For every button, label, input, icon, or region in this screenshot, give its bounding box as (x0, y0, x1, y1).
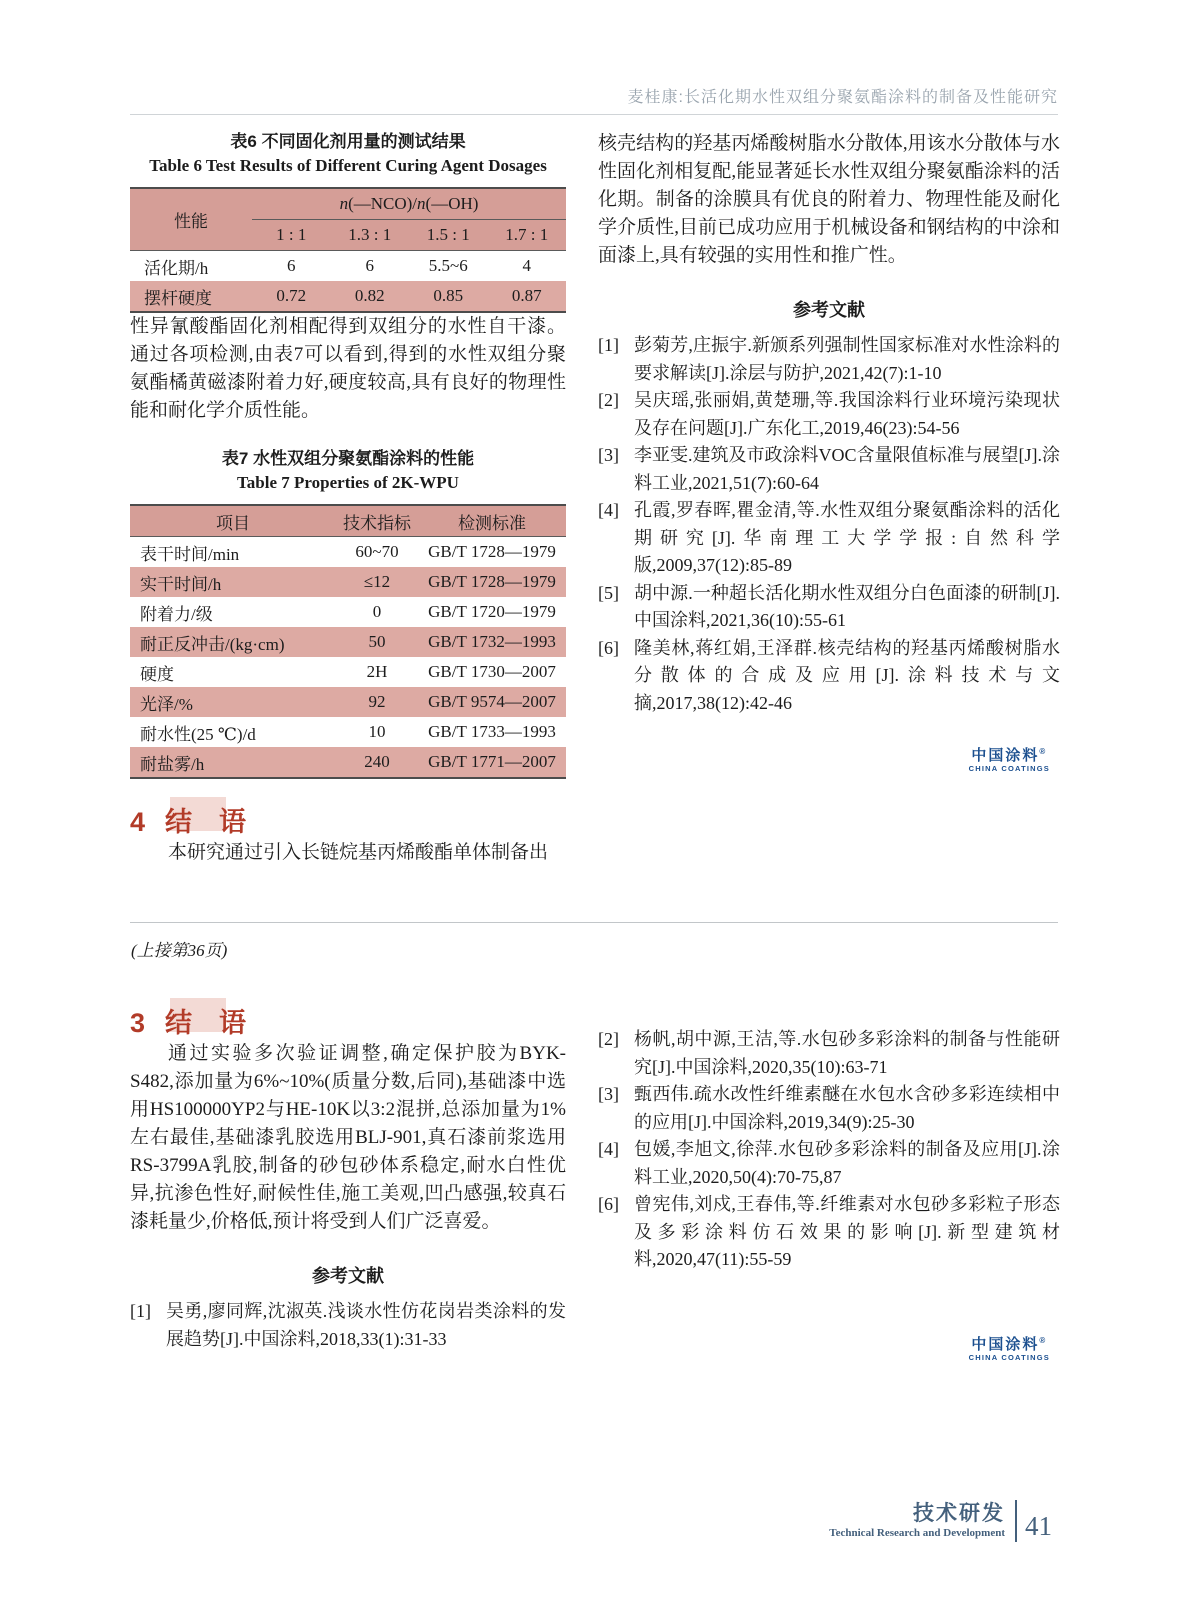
table-row (130, 537, 566, 567)
table6 (130, 187, 566, 313)
table-row (130, 747, 566, 777)
reference-text: 包媛,李旭文,徐萍.水包砂多彩涂料的制备及应用[J].涂料工业,2020,50(4):70-75,87 (634, 1139, 1060, 1187)
column-header: 技术指标 (343, 513, 411, 533)
table6-caption (130, 130, 566, 178)
italic-n: n (417, 194, 426, 213)
reference-text: 甄西伟.疏水改性纤维素醚在水包水含砂多彩连续相中的应用[J].中国涂料,2019,34(9):25-30 (634, 1084, 1060, 1132)
article-2 (130, 1006, 1060, 1363)
references-title: 参考文献 (312, 1266, 384, 1286)
table-row (130, 567, 566, 597)
table6-caption-cn: 表6 不同固化剂用量的测试结果 (230, 132, 466, 151)
table-cell: 60~70 (355, 542, 399, 561)
table-cell: 92 (368, 692, 386, 711)
column-header: 项目 (216, 513, 250, 533)
reference-number: [6] (598, 637, 619, 658)
column-header: 检测标准 (458, 513, 526, 533)
table-cell: 240 (364, 752, 390, 771)
table-row (130, 717, 566, 747)
table-cell: GB/T 1720—1979 (428, 602, 556, 621)
table-cell: 50 (368, 632, 386, 651)
reference-number: [4] (598, 1139, 619, 1159)
table-cell: 2H (366, 662, 388, 681)
china-coatings-logo (969, 743, 1050, 774)
table-row (130, 627, 566, 657)
table-cell: GB/T 9574—2007 (428, 692, 556, 711)
paragraph: 性异氰酸酯固化剂相配得到双组分的水性自干漆。通过各项检测,由表7可以看到,得到的水性双组分聚氨酯橘黄磁漆附着力好,硬度较高,具有良好的物理性能和耐化学介质性能。 (130, 316, 566, 421)
italic-n: n (339, 194, 349, 213)
table6-header-right (252, 189, 566, 250)
table-cell: GB/T 1728—1979 (428, 572, 556, 591)
table-cell: 6 (287, 256, 296, 275)
table-row (130, 657, 566, 687)
table6-span-header (252, 189, 566, 220)
reference-number: [2] (598, 390, 619, 410)
table-cell: 1 : 1 (276, 225, 307, 244)
reference-text: 李亚雯.建筑及市政涂料VOC含量限值标准与展望[J].涂料工业,2021,51(7):60-64 (634, 445, 1060, 493)
section-heading-4 (130, 805, 566, 839)
registered-mark: ® (1039, 747, 1048, 756)
reference-number: [1] (130, 1301, 151, 1321)
reference-text: 曾宪伟,刘戍,王春伟,等.纤维素对水包砂多彩粒子形态及多彩涂料仿石效果的影响[J].新型建筑材料,2020,47(11):55-59 (634, 1194, 1060, 1269)
table-cell: GB/T 1732—1993 (428, 632, 556, 651)
footer-divider-bar (1015, 1500, 1017, 1542)
table-cell: 0.87 (511, 286, 542, 305)
table-cell: 1.3 : 1 (348, 225, 392, 244)
section-title: 结 语 (165, 1008, 247, 1038)
china-coatings-logo (969, 1332, 1050, 1363)
span-header-part: (—OH) (425, 194, 479, 213)
footer-section-label (829, 1502, 1005, 1540)
table-cell: ≤12 (363, 572, 391, 591)
registered-mark: ® (1039, 1335, 1048, 1345)
table-cell: 耐盐雾/h (140, 754, 205, 774)
reference-text: 孔霞,罗春晖,瞿金清,等.水性双组分聚氨酯涂料的活化期研究[J].华南理工大学学报:自然科学版,2009,37(12):85-89 (634, 500, 1060, 575)
logo-text-en: CHINA COATINGS (968, 1352, 1050, 1362)
reference-item (130, 1298, 566, 1353)
reference-item (598, 1081, 1060, 1136)
reference-item (598, 1136, 1060, 1191)
reference-item (598, 442, 1060, 497)
table-row (130, 281, 566, 311)
references-title: 参考文献 (793, 300, 865, 320)
table-cell: 实干时间/h (140, 574, 222, 594)
article2-right-column (598, 1006, 1060, 1363)
table-cell: 光泽/% (140, 694, 193, 714)
reference-text: 吴勇,廖同辉,沈淑英.浅谈水性仿花岗岩类涂料的发展趋势[J].中国涂料,2018,33(1):31-33 (166, 1301, 566, 1349)
reference-text: 胡中源.一种超长活化期水性双组分白色面漆的研制[J].中国涂料,2021,36(10):55-61 (634, 582, 1060, 630)
section-heading-3 (130, 1006, 566, 1040)
paragraph: 核壳结构的羟基丙烯酸树脂水分散体,用该水分散体与水性固化剂相复配,能显著延长水性双组分聚氨酯涂料的活化期。制备的涂膜具有优良的附着力、物理性能及耐化学介质性,目前已成功应用于机械设备和钢结构的中涂和面漆上,具有较强的实用性和推广性。 (598, 133, 1060, 266)
logo-container (598, 1332, 1060, 1363)
table7-caption (130, 447, 566, 495)
table6-caption-en: Table 6 Test Results of Different Curing Agent Dosages (149, 156, 547, 175)
logo-text-cn: 中国涂料® (971, 1335, 1048, 1353)
reference-item (598, 497, 1060, 580)
table-cell: 活化期/h (144, 258, 209, 278)
table6-ratio-row (252, 220, 566, 250)
paragraph: 本研究通过引入长链烷基丙烯酸酯单体制备出 (168, 842, 549, 863)
article1-right-column (598, 130, 1060, 867)
reference-number: [2] (598, 1029, 619, 1049)
page-footer (829, 1500, 1052, 1542)
table-cell: 6 (365, 256, 374, 275)
reference-text: 隆美林,蒋红娟,王泽群.核壳结构的羟基丙烯酸树脂水分散体的合成及应用[J].涂料技术与文摘,2017,38(12):42-46 (634, 637, 1060, 713)
table7-caption-cn: 表7 水性双组分聚氨酯涂料的性能 (221, 449, 475, 468)
reference-item (598, 635, 1060, 718)
table-cell: 4 (522, 256, 531, 275)
table-row (130, 687, 566, 717)
reference-text: 吴庆瑶,张丽娟,黄楚珊,等.我国涂料行业环境污染现状及存在问题[J].广东化工,2019,46(23):54-56 (634, 390, 1060, 438)
article-1 (130, 130, 1060, 867)
reference-item (598, 332, 1060, 387)
table6-corner-header: 性能 (174, 212, 208, 231)
reference-item (598, 1026, 1060, 1081)
table-cell: 0.72 (276, 286, 307, 305)
table-cell: 耐水性(25 ℃)/d (140, 724, 256, 744)
article-divider (130, 922, 1058, 923)
reference-item (598, 580, 1060, 635)
section-title: 结 语 (165, 807, 247, 837)
logo-text-cn: 中国涂料® (971, 747, 1048, 764)
header-rule (130, 114, 1058, 115)
table7 (130, 504, 566, 779)
section-number: 3 (130, 1008, 146, 1038)
table-cell: 0.85 (433, 286, 464, 305)
span-header-part: (—NCO)/ (348, 194, 418, 213)
table-cell: 1.5 : 1 (426, 225, 470, 244)
table7-header-row (130, 506, 566, 537)
table-cell: GB/T 1733—1993 (428, 722, 556, 741)
paragraph: 通过实验多次验证调整,确定保护胶为BYK-S482,添加量为6%~10%(质量分数,后同),基础漆中选用HS100000YP2与HE-10K以3:2混拼,总添加量为1%左右最佳,基础漆乳胶选用BLJ-901,真石漆前浆选用RS-3799A乳胶,制备的砂包砂体系稳定,耐水白性优异,抗渗色性好,耐候性佳,施工美观,凹凸感强,较真石漆耗量少,价格低,预计将受到人们广泛喜爱。 (130, 1043, 566, 1232)
reference-number: [3] (598, 1084, 619, 1104)
table-cell: 1.7 : 1 (505, 225, 549, 244)
table7-caption-en: Table 7 Properties of 2K-WPU (237, 473, 459, 492)
logo-text-en: CHINA COATINGS (968, 764, 1050, 773)
table-cell: 0.82 (354, 286, 385, 305)
table-cell: GB/T 1728—1979 (428, 542, 556, 561)
reference-number: [5] (598, 582, 619, 603)
table-cell: 硬度 (140, 664, 174, 684)
running-header (130, 84, 1058, 115)
table-row (130, 251, 566, 281)
table-cell: GB/T 1771—2007 (428, 752, 556, 771)
table-cell: 0 (372, 602, 382, 621)
footer-section-en: Technical Research and Development (829, 1527, 1005, 1539)
reference-number: [4] (598, 500, 619, 520)
table-row (130, 597, 566, 627)
table-cell: 耐正反冲击/(kg·cm) (140, 634, 285, 654)
references-list (130, 1298, 566, 1353)
continuation-note: (上接第36页) (131, 941, 228, 960)
footer-section-cn: 技术研发 (913, 1502, 1005, 1525)
section-number: 4 (130, 807, 146, 837)
article1-left-column (130, 130, 566, 867)
reference-number: [3] (598, 445, 619, 465)
references-list (598, 1026, 1060, 1274)
reference-text: 彭菊芳,庄振宇.新颁系列强制性国家标准对水性涂料的要求解读[J].涂层与防护,2021,42(7):1-10 (634, 335, 1060, 383)
reference-item (598, 387, 1060, 442)
table-cell: 10 (368, 722, 386, 741)
logo-container (598, 743, 1060, 774)
running-title: 麦桂康:长活化期水性双组分聚氨酯涂料的制备及性能研究 (627, 89, 1058, 106)
article2-left-column (130, 1006, 566, 1363)
page-number: 41 (1025, 1511, 1052, 1541)
reference-number: [1] (598, 335, 619, 355)
references-list (598, 332, 1060, 717)
table-cell: 表干时间/min (140, 544, 240, 564)
reference-item (598, 1191, 1060, 1274)
table6-header (130, 189, 566, 251)
table-cell: 附着力/级 (140, 604, 213, 624)
table-cell: 5.5~6 (428, 256, 468, 275)
table-cell: 摆杆硬度 (144, 288, 212, 308)
table-cell: GB/T 1730—2007 (428, 662, 556, 681)
reference-text: 杨帆,胡中源,王洁,等.水包砂多彩涂料的制备与性能研究[J].中国涂料,2020,35(10):63-71 (634, 1029, 1060, 1077)
reference-number: [6] (598, 1194, 619, 1214)
